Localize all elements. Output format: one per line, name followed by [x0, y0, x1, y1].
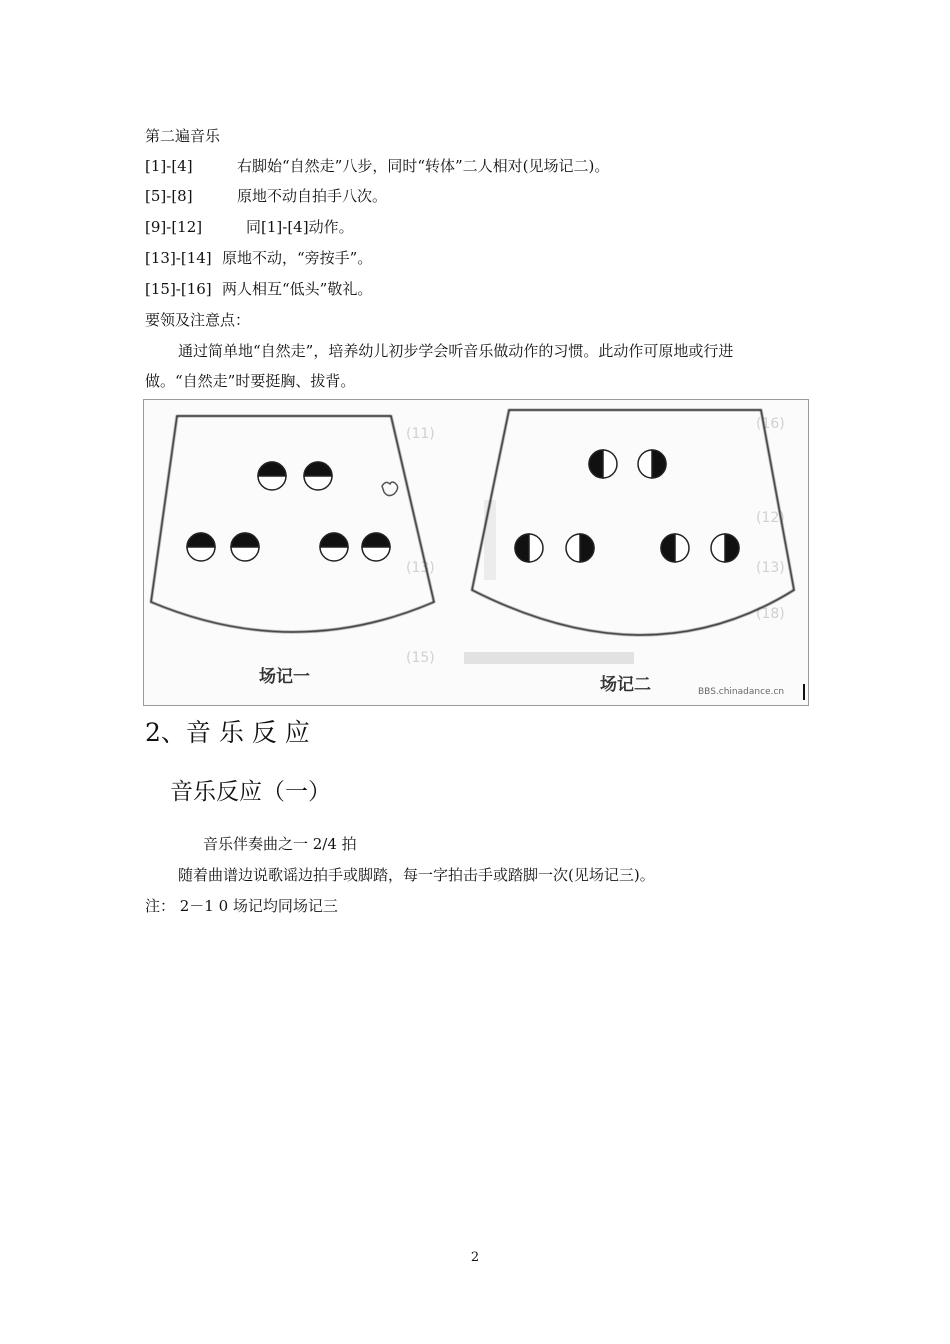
dancers-right [515, 450, 739, 562]
dancer-marker [589, 450, 617, 478]
hand-mark-icon [382, 482, 398, 496]
dancer-marker [638, 450, 666, 478]
accompaniment-line: 音乐伴奏曲之一 2/4 拍 [203, 835, 357, 853]
dancer-marker [661, 534, 689, 562]
step-action: 原地不动，“旁按手”。 [222, 249, 373, 267]
dancer-marker [566, 534, 594, 562]
dancer-marker [362, 533, 390, 561]
step-bar: [1]-[4] [145, 157, 193, 175]
bg-mark: (13) [406, 560, 435, 576]
note-line: 注： 2－1 0 场记均同场记三 [145, 897, 338, 915]
bg-mark: (11) [406, 426, 435, 442]
notes-paragraph-line: 通过简单地“自然走”，培养幼儿初步学会听音乐做动作的习惯。此动作可原地或行进 [178, 342, 734, 360]
bg-mark: (18) [756, 606, 785, 622]
bg-mark: (15) [406, 650, 435, 666]
dancer-marker [515, 534, 543, 562]
step-action: 同[1]-[4]动作。 [246, 218, 354, 236]
bg-mark: (12) [756, 510, 785, 526]
step-bar: [9]-[12] [145, 218, 203, 236]
section-heading: 第二遍音乐 [145, 127, 221, 145]
dancer-marker [258, 462, 286, 490]
dancer-marker [187, 533, 215, 561]
step-action: 两人相互“低头”敬礼。 [222, 280, 373, 298]
bg-smudge [464, 652, 634, 664]
instruction-line: 随着曲谱边说歌谣边拍手或脚踏，每一字拍击手或踏脚一次(见场记三)。 [178, 866, 655, 884]
stage-outline-left [151, 416, 434, 632]
dancer-marker [231, 533, 259, 561]
bg-mark: (16) [756, 416, 785, 432]
step-action: 右脚始“自然走”八步，同时“转体”二人相对(见场记二)。 [237, 157, 610, 175]
bg-smudge [484, 500, 496, 580]
step-bar: [5]-[8] [145, 187, 193, 205]
dancer-marker [711, 534, 739, 562]
heading-music-reaction: 2、音 乐 反 应 [145, 718, 310, 747]
page-number: 2 [470, 1250, 480, 1265]
step-bar: [15]-[16] [145, 280, 212, 298]
figure-caption-right: 场记二 [600, 675, 651, 695]
notes-heading: 要领及注意点： [145, 311, 251, 329]
dancer-marker [320, 533, 348, 561]
heading-music-reaction-1: 音乐反应（一） [170, 779, 331, 805]
dancers-left [187, 462, 390, 561]
step-bar: [13]-[14] [145, 249, 212, 267]
dancer-marker [304, 462, 332, 490]
figure-edge-mark [803, 684, 805, 700]
stage-outline-right [472, 410, 794, 635]
bg-mark: (13) [756, 560, 785, 576]
notes-paragraph-line: 做。“自然走”时要挺胸、拔背。 [145, 372, 356, 390]
step-action: 原地不动自拍手八次。 [237, 187, 388, 205]
formation-figure [143, 399, 809, 706]
figure-caption-left: 场记一 [259, 667, 310, 687]
figure-watermark: BBS.chinadance.cn [698, 687, 785, 697]
formation-diagrams [144, 400, 808, 705]
